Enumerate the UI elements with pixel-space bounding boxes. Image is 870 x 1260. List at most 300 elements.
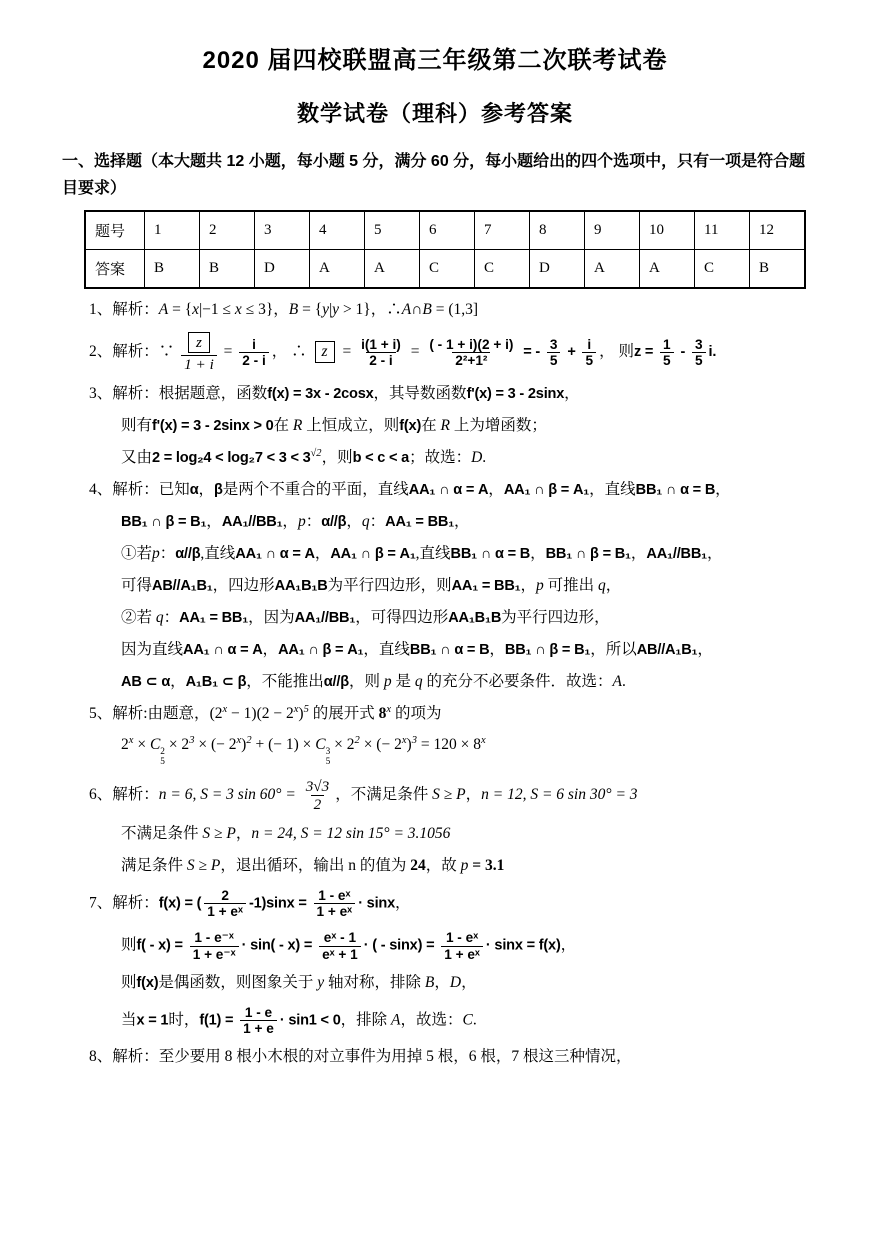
fraction-numerator: 2	[221, 887, 229, 903]
math-italic-run: A	[612, 672, 622, 690]
superscript: 2	[354, 735, 360, 747]
math-italic-run: C	[462, 1011, 473, 1029]
fraction-numerator: 3√3	[305, 778, 330, 796]
text-run: ，故选：	[400, 1011, 463, 1029]
fraction-denominator: 2	[311, 795, 325, 813]
text-run: ，所以	[590, 640, 637, 658]
text-run: 上为增函数；	[449, 417, 547, 435]
text-run: =	[338, 343, 356, 361]
solution-line	[62, 512, 808, 533]
text-run: ，	[314, 544, 331, 562]
math-bold-run: AA₁ ∩ β = A₁	[278, 641, 364, 658]
text-run: ，因为	[248, 608, 295, 626]
answer-cell: C	[420, 250, 475, 289]
text-run: 满足条件	[121, 856, 187, 874]
fraction-denominator: 1 + e	[240, 1020, 277, 1036]
script-sup: 2	[160, 746, 165, 757]
script-sub: 5	[325, 756, 331, 767]
math-bold-run: α//β	[321, 513, 347, 530]
math-italic-run: y	[332, 301, 340, 319]
text-run: 的项为	[391, 704, 442, 722]
text-run: ，不能推出	[246, 672, 324, 690]
text-run: ，	[488, 481, 504, 499]
text-run: ，	[434, 973, 450, 991]
superscript: x	[293, 703, 299, 715]
question-number-cell: 12	[750, 211, 806, 250]
math-fraction	[660, 337, 674, 369]
math-fraction	[358, 337, 404, 369]
solution-line	[62, 824, 808, 845]
solution-line	[62, 1005, 808, 1037]
bold-run: 8	[378, 704, 387, 722]
text-run: |	[329, 301, 333, 319]
text-run: 可得	[121, 576, 153, 594]
math-fraction	[426, 337, 516, 369]
text-run: 可推出	[543, 576, 599, 594]
math-fraction	[441, 930, 483, 962]
text-run: = {	[298, 301, 323, 319]
solution-line	[62, 973, 808, 994]
math-bold-run: α//β	[175, 545, 201, 562]
superscript: 3	[411, 735, 417, 747]
superscript: x	[386, 703, 392, 715]
text-run: × (− 2	[194, 736, 237, 754]
math-bold-run: AA₁//BB₁	[294, 609, 356, 626]
solution-question-8	[62, 1047, 808, 1068]
math-bold-run: BB₁ ∩ β = B₁	[545, 545, 631, 562]
math-italic-run: B	[424, 973, 435, 991]
superscript: 2	[246, 735, 252, 747]
fraction-numerator: i	[587, 337, 592, 353]
text-run: ：	[305, 512, 322, 530]
text-run: ，	[461, 973, 477, 991]
text-run: × 2	[164, 736, 190, 754]
fraction-numerator: 3	[694, 337, 703, 353]
answer-cell: B	[145, 250, 200, 289]
answer-cell: A	[310, 250, 365, 289]
math-italic-run: y	[317, 973, 325, 991]
text-run: ①若	[121, 544, 153, 562]
math-bold-run: BB₁ ∩ α = B	[450, 545, 531, 562]
text-run: ，	[530, 544, 546, 562]
section-heading: 一、选择题（本大题共 12 小题，每小题 5 分，满分 60 分，每小题给出的四个选项中，只有一项是符合题目要求）	[62, 153, 806, 198]
text-run: ，	[520, 576, 537, 594]
text-run: ∩	[411, 301, 423, 319]
math-italic-run: p	[383, 672, 392, 690]
math-italic-run: C	[149, 736, 161, 754]
solution-question-6	[62, 778, 808, 877]
math-fraction	[547, 337, 561, 369]
text-run: .	[621, 672, 626, 690]
math-italic-run: n = 24, S = 12 sin 15° = 3.1056	[251, 825, 451, 843]
text-run: 又由	[121, 449, 153, 467]
math-bold-run: f( - x) =	[136, 937, 187, 954]
solution-line	[62, 640, 808, 661]
question-number-cell: 11	[695, 211, 750, 250]
text-run: ，其导数函数	[373, 385, 467, 403]
text-run: ×	[133, 736, 150, 754]
fraction-numerator: 1 - e	[244, 1004, 273, 1020]
math-bold-run: AA₁//BB₁	[646, 545, 708, 562]
math-italic-run: B	[288, 301, 299, 319]
math-bold-run: A₁B₁ ⊂ β	[185, 673, 247, 690]
text-run: ，排除	[340, 1011, 391, 1029]
solution-question-7	[62, 888, 808, 1037]
math-italic-run: R	[292, 417, 303, 435]
fraction-numerator: ( - 1 + i)(2 + i)	[429, 337, 514, 353]
solution-line	[62, 1047, 808, 1068]
text-run: 的展开式	[308, 704, 379, 722]
math-italic-run: x	[192, 301, 200, 319]
fraction-denominator: 1 + i	[181, 355, 217, 373]
math-bold-run: α//β	[323, 673, 349, 690]
text-run: ，	[346, 512, 362, 530]
math-bold-run: AA₁ ∩ β = A₁	[503, 482, 590, 499]
bold-run: 24	[410, 856, 426, 874]
math-bold-run: 2 = log₂4 < log₂7 < 3 < 3	[152, 450, 311, 467]
text-run: 6、解析：	[89, 786, 159, 804]
math-bold-run: i.	[708, 344, 717, 361]
math-italic-run: B	[422, 301, 432, 319]
question-number-cell: 10	[640, 211, 695, 250]
text-run: 8、解析：至少要用 8 根小木根的对立事件为用掉 5 根，6 根，7 根这三种情况，	[89, 1048, 632, 1066]
text-run: ，	[198, 481, 215, 499]
solution-line	[62, 332, 808, 373]
text-run: |−1 ≤	[199, 301, 235, 319]
row-label: 题号	[85, 211, 145, 250]
math-fraction	[239, 337, 268, 369]
answer-cell: C	[695, 250, 750, 289]
math-italic-run: q	[414, 672, 423, 690]
question-number-cell: 8	[530, 211, 585, 250]
table-row-answers	[85, 250, 805, 289]
math-fraction	[314, 888, 356, 920]
math-fraction	[303, 778, 333, 813]
math-bold-run: · sin1 < 0	[279, 1012, 341, 1029]
superscript: 5	[303, 703, 309, 715]
question-number-cell: 7	[475, 211, 530, 250]
solution-line	[62, 778, 808, 813]
math-italic-run: n = 12, S = 6 sin 30° = 3	[481, 786, 638, 804]
boxed-z: z	[315, 341, 335, 362]
text-run: .	[482, 449, 487, 467]
text-run: − 1)(2 − 2	[227, 704, 294, 722]
fraction-numerator: 1	[663, 337, 671, 353]
text-run: 2	[121, 736, 129, 754]
math-italic-run: D	[449, 973, 462, 991]
solution-line	[62, 608, 808, 629]
math-italic-run: p	[152, 544, 160, 562]
solutions	[62, 300, 808, 1068]
superscript: x	[128, 735, 134, 747]
text-run: ；故选：	[409, 449, 472, 467]
math-italic-run: q	[361, 512, 370, 530]
text-run: ，	[395, 894, 411, 912]
math-bold-run: -1)sinx =	[248, 895, 311, 912]
math-bold-run: AA₁ = BB₁	[179, 609, 249, 626]
math-bold-run: · sinx = f(x)	[485, 937, 561, 954]
text-run: ，	[489, 640, 505, 658]
text-run: 时，	[168, 1011, 200, 1029]
text-run: = {	[168, 301, 193, 319]
text-run: ， ∴	[271, 343, 311, 361]
text-run: =	[406, 343, 424, 361]
math-fraction	[319, 930, 361, 962]
fraction-denominator: 2²+1²	[452, 352, 490, 368]
text-run: )	[298, 704, 304, 722]
text-run: 在	[421, 417, 441, 435]
question-number-cell: 2	[200, 211, 255, 250]
script-sup: 3	[325, 746, 331, 757]
text-run: ，	[454, 512, 470, 530]
solution-line	[62, 480, 808, 501]
text-run: =	[219, 343, 237, 361]
text-run: 在	[273, 417, 293, 435]
math-italic-run: A	[401, 301, 412, 319]
text-run: (2	[209, 704, 223, 722]
math-bold-run: AA₁ ∩ α = A	[235, 545, 315, 562]
answer-cell: C	[475, 250, 530, 289]
text-run: ，	[560, 936, 577, 954]
fraction-denominator: 5	[582, 352, 596, 368]
text-run: ：	[159, 544, 176, 562]
math-italic-run: p	[536, 576, 544, 594]
text-run: 2、解析：∵	[89, 343, 179, 361]
math-italic-run: y	[322, 301, 330, 319]
text-run: 4、解析：已知	[89, 481, 190, 499]
math-bold-run: AA₁//BB₁	[221, 513, 283, 530]
solution-line	[62, 856, 808, 877]
row-label: 答案	[85, 250, 145, 289]
fraction-denominator: eˣ + 1	[319, 946, 361, 962]
text-run: ≤ 3}，	[241, 301, 289, 319]
math-bold-run: AA₁B₁B	[274, 577, 328, 594]
answer-cell: A	[365, 250, 420, 289]
math-italic-run: S ≥ P	[202, 825, 236, 843]
solution-question-1	[62, 300, 808, 321]
fraction-numerator: i	[252, 337, 256, 353]
math-italic-run: D	[471, 449, 483, 467]
fraction-denominator: 2 - i	[239, 352, 268, 368]
text-run: ,直线	[415, 544, 451, 562]
text-run: ，	[465, 786, 482, 804]
question-number-cell: 5	[365, 211, 420, 250]
solution-line	[62, 735, 808, 767]
text-run: .	[472, 1011, 477, 1029]
text-run: 是偶函数，则图象关于	[158, 973, 318, 991]
math-fraction	[181, 332, 217, 373]
text-run: ，	[630, 544, 647, 562]
question-number-cell: 4	[310, 211, 365, 250]
text-run: = (1,3]	[431, 301, 479, 319]
math-bold-run: f'(x) = 3 - 2sinx > 0	[152, 418, 274, 435]
math-bold-run: b < c < a	[352, 450, 410, 467]
superscript: √2	[310, 447, 322, 459]
superscript: x	[236, 735, 242, 747]
text-run: ，	[697, 640, 713, 658]
solution-line	[62, 888, 808, 920]
math-italic-run: p	[460, 856, 469, 874]
math-bold-run: AB ⊂ α	[121, 673, 171, 690]
text-run: 7、解析：	[89, 894, 159, 912]
math-bold-run: f(x)	[399, 418, 422, 435]
fraction-denominator: 2 - i	[366, 352, 395, 368]
text-run: ，	[206, 512, 222, 530]
superscript: x	[222, 703, 228, 715]
text-run: + (− 1) ×	[251, 736, 316, 754]
math-bold-run: AB//A₁B₁	[636, 641, 698, 658]
math-italic-run: A	[158, 301, 169, 319]
math-bold-run: · sin( - x) =	[241, 937, 317, 954]
fraction-denominator: 1 + eˣ	[204, 903, 246, 919]
math-bold-run: BB₁ ∩ α = B	[409, 641, 490, 658]
fraction-denominator: 5	[547, 352, 561, 368]
text-run: ，不满足条件	[335, 786, 433, 804]
text-run: ，	[170, 672, 186, 690]
text-run: ，则	[348, 672, 384, 690]
math-bold-run: f'(x) = 3 - 2sinx	[466, 386, 565, 403]
text-run: ，四边形	[212, 576, 275, 594]
text-run: 的充分不必要条件．故选：	[422, 672, 613, 690]
text-run: )	[406, 736, 412, 754]
text-run: ， 则	[599, 343, 634, 361]
boxed-z-numerator: z	[188, 332, 210, 353]
math-bold-run: -	[676, 344, 689, 361]
text-run: 则有	[121, 417, 153, 435]
answer-cell: A	[640, 250, 695, 289]
question-number-cell: 9	[585, 211, 640, 250]
solution-line	[62, 704, 808, 725]
text-run: ，直线	[363, 640, 410, 658]
script-sub: 5	[160, 756, 165, 767]
math-fraction	[190, 930, 239, 962]
math-bold-run: z =	[633, 344, 658, 361]
text-run: 为平行四边形，则	[327, 576, 452, 594]
math-fraction	[582, 337, 596, 369]
fraction-numerator: 1 - eˣ	[318, 887, 351, 903]
fraction-numerator: 3	[549, 337, 558, 353]
answer-table	[84, 210, 806, 289]
text-run: = 120 × 8	[416, 736, 481, 754]
question-number-cell: 6	[420, 211, 475, 250]
math-italic-run: n = 6, S = 3 sin 60° =	[158, 786, 300, 804]
superscript: x	[401, 735, 407, 747]
math-bold-run: f(1) =	[199, 1012, 238, 1029]
fraction-denominator: 1 + eˣ	[314, 903, 356, 919]
math-bold-run: BB₁ ∩ β = B₁	[504, 641, 591, 658]
math-bold-run: β	[214, 482, 223, 499]
math-bold-run: f(x)	[136, 974, 159, 991]
text-run: ，	[605, 576, 622, 594]
text-run: ，直线	[589, 481, 636, 499]
question-number-cell: 3	[255, 211, 310, 250]
solution-line	[62, 544, 808, 565]
superscript: 3	[189, 735, 195, 747]
text-run: 为平行四边形，	[501, 608, 610, 626]
text-run: ，	[235, 825, 252, 843]
math-italic-run: S ≥ P	[186, 856, 221, 874]
math-fraction	[204, 888, 246, 920]
answer-cell: B	[200, 250, 255, 289]
text-run: ：	[369, 512, 386, 530]
text-run: × (− 2	[359, 736, 402, 754]
text-run: 不满足条件	[121, 825, 203, 843]
fraction-denominator: 5	[660, 352, 674, 368]
math-bold-run: f(x) = (	[158, 895, 202, 912]
text-run: ，	[262, 640, 279, 658]
math-italic-run: C	[315, 736, 326, 754]
text-run: 5、解析:由题意，	[89, 704, 210, 722]
text-run: 是两个不重合的平面，直线	[222, 481, 409, 499]
answer-cell: D	[255, 250, 310, 289]
math-bold-run: = -	[519, 344, 544, 361]
table-row-numbers	[85, 211, 805, 250]
math-bold-run: x = 1	[136, 1012, 169, 1029]
answer-cell: D	[530, 250, 585, 289]
fraction-numerator: i(1 + i)	[361, 337, 401, 353]
math-bold-run: AA₁ = BB₁	[385, 513, 455, 530]
text-run: 上恒成立，则	[302, 417, 400, 435]
text-run: ：	[163, 608, 180, 626]
math-bold-run: f(x) = 3x - 2cosx	[267, 386, 374, 403]
text-run: 则	[121, 936, 137, 954]
math-bold-run: α	[189, 482, 199, 499]
text-run: ，	[282, 512, 298, 530]
question-number-cell: 1	[145, 211, 200, 250]
solution-question-3	[62, 384, 808, 469]
solution-line	[62, 384, 808, 405]
fraction-numerator: 1 - eˣ	[445, 930, 479, 946]
math-italic-run: S ≥ P	[432, 786, 466, 804]
bold-run: = 3.1	[468, 856, 505, 874]
text-run: ，故	[425, 856, 461, 874]
math-fraction	[240, 1005, 277, 1037]
math-bold-run: BB₁ ∩ β = B₁	[121, 513, 207, 530]
math-bold-run: AA₁ ∩ α = A	[408, 482, 489, 499]
text-run: ，则	[321, 449, 353, 467]
solution-question-2	[62, 332, 808, 373]
solution-line	[62, 576, 808, 597]
text-run: ,直线	[200, 544, 236, 562]
superscript: x	[480, 735, 486, 747]
text-run: 1、解析：	[89, 301, 159, 319]
fraction-numerator: 1 - e⁻ˣ	[194, 930, 234, 946]
text-run: > 1}，∴	[339, 301, 402, 319]
solution-question-5	[62, 704, 808, 768]
solution-line	[62, 448, 808, 469]
page-title: 2020 届四校联盟高三年级第二次联考试卷	[202, 47, 668, 74]
math-italic-run: q	[155, 608, 164, 626]
solution-line	[62, 416, 808, 437]
math-bold-run: · ( - sinx) =	[363, 937, 439, 954]
solution-line	[62, 300, 808, 321]
math-bold-run: AA₁ ∩ α = A	[183, 641, 263, 658]
math-italic-run: R	[440, 417, 450, 435]
answer-cell: B	[750, 250, 806, 289]
text-run: ，	[715, 481, 731, 499]
fraction-denominator: 1 + eˣ	[441, 946, 483, 962]
text-run: ，退出循环，输出 n 的值为	[220, 856, 411, 874]
math-bold-run: +	[563, 344, 580, 361]
text-run: 轴对称，排除	[324, 973, 425, 991]
text-run: 3、解析：根据题意，函数	[89, 385, 268, 403]
fraction-denominator: 1 + e⁻ˣ	[190, 946, 239, 962]
text-run: ②若	[121, 608, 156, 626]
math-italic-run: q	[598, 576, 606, 594]
text-run: ，可得四边形	[355, 608, 449, 626]
answer-table-body	[85, 211, 805, 288]
solution-line	[62, 672, 808, 693]
